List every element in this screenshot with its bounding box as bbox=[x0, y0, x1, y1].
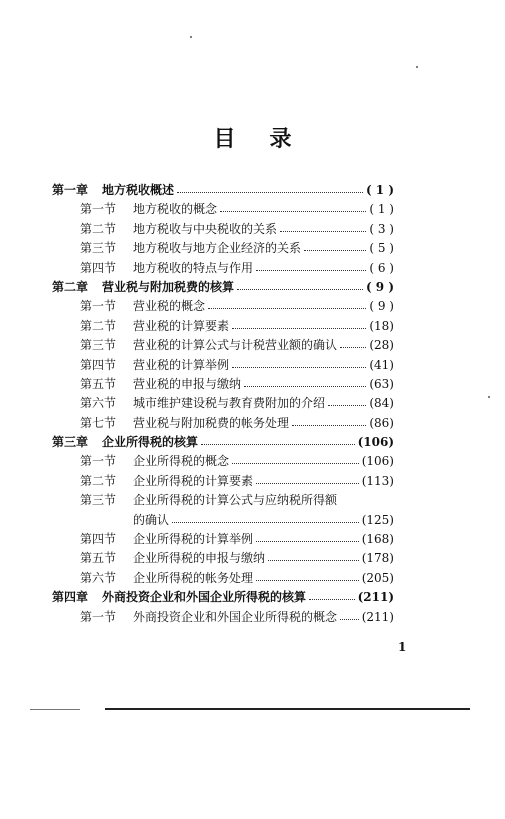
toc-chapter-entry bbox=[52, 433, 394, 452]
entry-title: 地方税收与地方企业经济的关系 bbox=[133, 241, 302, 256]
entry-number: 第二节 bbox=[80, 318, 117, 333]
entry-page: ( 1 ) bbox=[369, 202, 394, 217]
toc-section-entry bbox=[52, 491, 394, 510]
entry-title: 地方税收概述 bbox=[102, 183, 175, 197]
toc-section-entry bbox=[52, 569, 394, 588]
toc-section-entry bbox=[52, 297, 394, 316]
dot-leader bbox=[237, 278, 363, 290]
toc-section-entry bbox=[52, 220, 394, 239]
dot-leader bbox=[201, 433, 355, 445]
entry-page: (178) bbox=[361, 551, 394, 566]
dot-leader bbox=[328, 394, 366, 406]
toc-section-entry bbox=[52, 472, 394, 491]
dot-leader bbox=[232, 317, 366, 329]
entry-page: (106) bbox=[357, 435, 394, 450]
entry-title: 的确认 bbox=[133, 512, 170, 527]
entry-page: (211) bbox=[357, 590, 394, 605]
dot-leader bbox=[256, 472, 359, 484]
entry-page: ( 1 ) bbox=[365, 183, 394, 197]
entry-number: 第六节 bbox=[80, 396, 117, 411]
scan-speck bbox=[416, 66, 418, 68]
toc-section-entry bbox=[52, 511, 394, 530]
dot-leader bbox=[256, 259, 366, 271]
entry-title: 营业税的计算公式与计税营业额的确认 bbox=[133, 338, 338, 353]
entry-page: (84) bbox=[369, 396, 394, 411]
entry-number: 第二节 bbox=[80, 221, 117, 236]
entry-title: 地方税收的特点与作用 bbox=[133, 260, 254, 275]
entry-title: 企业所得税的核算 bbox=[102, 435, 199, 450]
entry-title: 地方税收与中央税收的关系 bbox=[133, 221, 278, 236]
toc-section-entry bbox=[52, 394, 394, 413]
toc-section-entry bbox=[52, 317, 394, 336]
dot-leader bbox=[208, 297, 366, 309]
dot-leader bbox=[232, 356, 366, 368]
dot-leader bbox=[304, 239, 366, 251]
toc-chapter-entry bbox=[52, 181, 394, 200]
entry-title: 外商投资企业和外国企业所得税的核算 bbox=[102, 590, 307, 605]
page-title bbox=[0, 122, 505, 153]
dot-leader bbox=[172, 511, 359, 523]
toc-section-entry bbox=[52, 608, 394, 627]
entry-page: ( 3 ) bbox=[369, 221, 394, 236]
bottom-rule bbox=[105, 708, 470, 710]
entry-number: 第二章 bbox=[52, 279, 89, 294]
entry-title: 企业所得税的帐务处理 bbox=[133, 570, 254, 585]
entry-page: (113) bbox=[361, 473, 394, 488]
entry-number: 第三节 bbox=[80, 493, 117, 508]
toc-section-entry bbox=[52, 259, 394, 278]
bottom-rule-left bbox=[30, 709, 80, 710]
entry-title: 企业所得税的计算要素 bbox=[133, 473, 254, 488]
entry-page: (125) bbox=[361, 512, 394, 527]
toc-section-entry bbox=[52, 414, 394, 433]
toc-chapter-entry bbox=[52, 588, 394, 607]
entry-title: 城市维护建设税与教育费附加的介绍 bbox=[133, 396, 326, 411]
dot-leader bbox=[268, 549, 359, 561]
scan-speck bbox=[488, 396, 490, 398]
entry-title: 企业所得税的计算举例 bbox=[133, 532, 254, 547]
title-char-2: 录 bbox=[269, 126, 292, 152]
dot-leader bbox=[177, 181, 363, 193]
entry-number: 第四节 bbox=[80, 260, 117, 275]
entry-page: (205) bbox=[361, 570, 394, 585]
entry-title: 营业税与附加税费的帐务处理 bbox=[133, 415, 290, 430]
entry-title: 营业税的计算举例 bbox=[133, 357, 230, 372]
entry-title: 企业所得税的概念 bbox=[133, 454, 230, 469]
entry-page: (18) bbox=[369, 318, 394, 333]
entry-page: ( 9 ) bbox=[365, 279, 394, 294]
toc-section-entry bbox=[52, 356, 394, 375]
page-number: 1 bbox=[398, 640, 407, 654]
entry-number: 第五节 bbox=[80, 376, 117, 391]
dot-leader bbox=[220, 200, 366, 212]
toc-section-entry bbox=[52, 200, 394, 219]
dot-leader bbox=[340, 336, 366, 348]
entry-page: (86) bbox=[369, 415, 394, 430]
entry-title: 外商投资企业和外国企业所得税的概念 bbox=[133, 609, 338, 624]
entry-page: (63) bbox=[369, 376, 394, 391]
entry-title: 营业税的计算要素 bbox=[133, 318, 230, 333]
entry-number: 第三节 bbox=[80, 338, 117, 353]
dot-leader bbox=[340, 608, 359, 620]
entry-number: 第四节 bbox=[80, 532, 117, 547]
dot-leader bbox=[256, 530, 359, 542]
toc-section-entry bbox=[52, 549, 394, 568]
dot-leader bbox=[309, 588, 355, 600]
toc-section-entry bbox=[52, 452, 394, 471]
entry-number: 第四章 bbox=[52, 590, 89, 605]
toc-section-entry bbox=[52, 375, 394, 394]
entry-title: 企业所得税的计算公式与应纳税所得额 bbox=[133, 493, 338, 508]
entry-number: 第一节 bbox=[80, 609, 117, 624]
entry-number: 第一章 bbox=[52, 183, 89, 197]
toc-section-entry bbox=[52, 336, 394, 355]
entry-title: 营业税的申报与缴纳 bbox=[133, 376, 242, 391]
entry-page: (211) bbox=[361, 609, 394, 624]
entry-title: 营业税与附加税费的核算 bbox=[102, 279, 235, 294]
dot-leader bbox=[244, 375, 366, 387]
entry-number: 第三节 bbox=[80, 241, 117, 256]
entry-number: 第七节 bbox=[80, 415, 117, 430]
entry-number: 第四节 bbox=[80, 357, 117, 372]
title-char-1: 目 bbox=[213, 126, 236, 152]
dot-leader bbox=[292, 414, 366, 426]
toc-section-entry bbox=[52, 239, 394, 258]
entry-page: ( 9 ) bbox=[369, 299, 394, 314]
dot-leader bbox=[256, 569, 359, 581]
dot-leader bbox=[280, 220, 366, 232]
entry-page: ( 5 ) bbox=[369, 241, 394, 256]
entry-number: 第五节 bbox=[80, 551, 117, 566]
entry-number: 第三章 bbox=[52, 435, 89, 450]
entry-title: 地方税收的概念 bbox=[133, 202, 218, 217]
entry-page: (168) bbox=[361, 532, 394, 547]
entry-number: 第一节 bbox=[80, 299, 117, 314]
table-of-contents bbox=[52, 181, 394, 627]
entry-number: 第一节 bbox=[80, 202, 117, 217]
entry-page: (28) bbox=[369, 338, 394, 353]
entry-number: 第一节 bbox=[80, 454, 117, 469]
dot-leader bbox=[232, 452, 359, 464]
entry-page: ( 6 ) bbox=[369, 260, 394, 275]
entry-number: 第六节 bbox=[80, 570, 117, 585]
entry-number bbox=[80, 511, 133, 530]
entry-title: 企业所得税的申报与缴纳 bbox=[133, 551, 266, 566]
entry-page: (41) bbox=[369, 357, 394, 372]
entry-title: 营业税的概念 bbox=[133, 299, 206, 314]
scan-speck bbox=[190, 36, 192, 38]
entry-page: (106) bbox=[361, 454, 394, 469]
entry-number: 第二节 bbox=[80, 473, 117, 488]
toc-section-entry bbox=[52, 530, 394, 549]
toc-chapter-entry bbox=[52, 278, 394, 297]
